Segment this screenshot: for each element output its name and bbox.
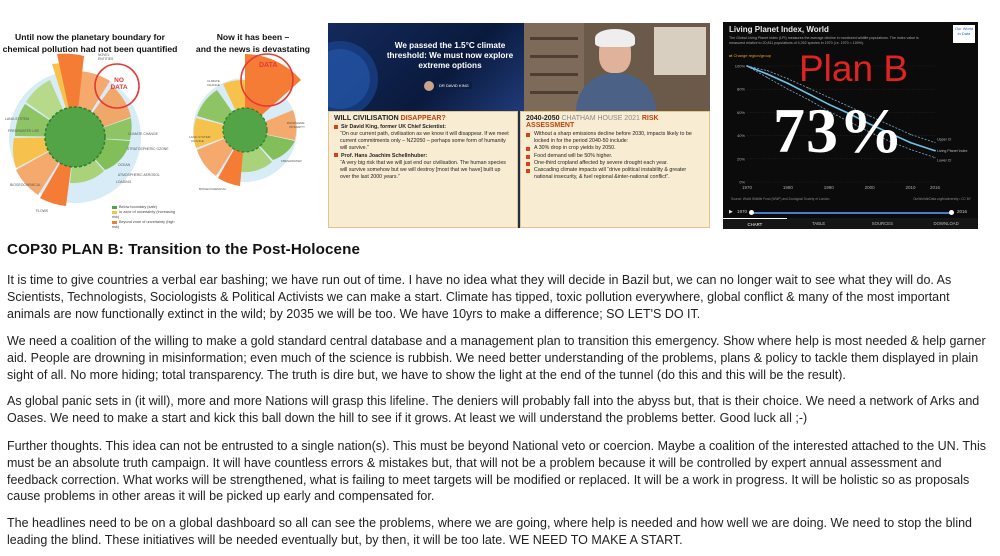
speaker-name-text: Sir David King, former UK Chief Scientist: (341, 124, 447, 130)
civilisation-card (328, 111, 518, 228)
svg-text:BIOGEOCHEMICAL: BIOGEOCHEMICAL (10, 183, 41, 187)
y-tick-label: 60% (736, 109, 745, 115)
no-data-label: NO DATA (110, 77, 128, 91)
tab-chart[interactable]: CHART (723, 218, 787, 229)
svg-text:LOADING: LOADING (116, 180, 132, 184)
boundary-wheel-1 (0, 0, 180, 232)
svg-text:CLIMATE: CLIMATE (207, 79, 220, 83)
x-tick-label: 1980 (782, 185, 793, 190)
slider-start-label: 1970 (737, 209, 748, 214)
legend-label: Beyond zone of uncertainty (high risk) (112, 220, 175, 229)
series-label: Lower CI (937, 158, 952, 163)
data-point (910, 134, 911, 135)
speaker-name-text: Prof. Hans Joachim Schellnhuber: (341, 152, 428, 159)
legend-item (112, 210, 178, 220)
video-title-slide (328, 23, 524, 111)
risk-bullet-list (526, 131, 704, 181)
svg-text:STRATOSPHERIC OZONE: STRATOSPHERIC OZONE (127, 147, 169, 151)
license-text: OurWorldInData.org/biodiversity • CC BY (913, 197, 971, 201)
video-thumbnail[interactable] (328, 23, 710, 228)
svg-text:ATMOSPHERIC AEROSOL: ATMOSPHERIC AEROSOL (118, 173, 160, 177)
svg-text:FLOWS: FLOWS (36, 209, 49, 213)
chart-source (731, 197, 971, 201)
y-tick-label: 40% (736, 133, 745, 139)
article-paragraph: It is time to give countries a verbal ear bashing; we have run out of time. I have no idea what they will decide in Bazil but, we can no longer wait to see what they will do. As Scientists, Technologists, Sociologists & Political Activists we can make a start. Climate has tipped, toxic pollution everywhere, global conflict & many of the most important animals are now functionally extinct in the wild; by 2035 we will be too. We have 10yrs to make a difference; SO LET'S DO IT. (7, 273, 952, 321)
svg-text:BIOGEOCHEMICAL: BIOGEOCHEMICAL (199, 187, 227, 191)
series-label: Living Planet Index (937, 149, 968, 154)
figure2-caption-line1: Now it has been – (216, 32, 290, 42)
figure1-legend (112, 205, 178, 230)
x-tick-label: 1990 (823, 185, 834, 190)
slider-end-label: 2016 (957, 209, 968, 214)
svg-text:NOVEL: NOVEL (98, 53, 110, 57)
list-item: One-third cropland affected by severe drought each year. (526, 160, 704, 167)
data-point (910, 142, 912, 144)
chart-tabs (723, 218, 978, 229)
slider-track[interactable] (751, 212, 951, 214)
svg-text:LAND-SYSTEM: LAND-SYSTEM (189, 135, 211, 139)
owid-logo[interactable]: Our World in Data (953, 25, 975, 43)
figure1-caption-line2: chemical pollution had not been quantified (2, 44, 178, 54)
globe-graphic (328, 23, 388, 111)
video-headline: We passed the 1.5°C climate threshold: We must now explore extreme options (386, 41, 514, 70)
article-paragraph: Further thoughts. This idea can not be entrusted to a single nation(s). This must be beyond National veto or coercion. Maybe a coalition of the interested attached to the UN. This must be an absolute truth campaign. It will have countless errors & mistakes but, that will not be a problem because it will be controlled by expert annual assessment and feedback correction. What works will be strengthened, what is failing to meet targets will be modified or replaced. It will be a work in progress. It will be holistic so as proposals cause problems in other areas it will be picked up early and compensated for. (7, 439, 987, 504)
heading-accent: RISK ASSESSMENT (526, 115, 659, 129)
figure1-caption-line1: Until now the planetary boundary for (15, 32, 165, 42)
risk-assessment-card (520, 111, 710, 228)
legend-item (112, 220, 178, 230)
speaker-name (334, 153, 512, 160)
slider-handle-end[interactable] (949, 210, 954, 215)
data-point (787, 83, 789, 85)
data-point (767, 77, 768, 78)
legend-label: In zone of uncertainty (increasing risk) (112, 210, 175, 219)
planetary-boundary-figure-before (0, 0, 180, 232)
svg-text:CLIMATE CHANGE: CLIMATE CHANGE (128, 132, 158, 136)
image-strip (0, 0, 1000, 236)
data-point (767, 70, 768, 71)
planetary-boundary-figure-after (183, 0, 323, 232)
data-point (935, 157, 936, 158)
svg-text:LAND-SYSTEM: LAND-SYSTEM (5, 117, 30, 121)
y-tick-label: 0% (739, 179, 745, 185)
speaker-avatar (424, 81, 434, 91)
y-tick-label: 80% (736, 86, 745, 92)
heading-accent: DISAPPEAR? (400, 115, 446, 122)
data-point (934, 150, 936, 152)
tab-download[interactable]: DOWNLOAD (933, 221, 959, 226)
article-paragraph: The headlines need to be on a global dashboard so all can see the problems, where we are going, where help is needed and how well we are doing. We need to stop the blind leading the blind. These initiatives will be needed eventually but, by then, it will be too late. WE NEED TO MAKE A START. (7, 516, 972, 547)
chart-subtitle: The Global Living Planet Index (LPI) measures the average decline in monitored wildlife populations. The index value is measured relative to 20,811 populations of 4,392 species in 1970 (i.e. 1970 = 100%). (729, 36, 919, 45)
data-point (935, 142, 936, 143)
y-tick-label: 100% (734, 63, 745, 69)
y-tick-label: 20% (736, 156, 745, 162)
risk-card-heading (526, 115, 704, 129)
speaker-quote: “A very big risk that we will just end our civilisation. The human species will survive somehow but we will destroy [most that we have] built up over the last 2000 years.” (340, 159, 506, 181)
source-text: Source: World Wildlife Fund (WWF) and Zoological Society of London (731, 197, 830, 201)
speaker-hair (595, 29, 635, 47)
speaker-quote: “On our current path, civilisation as we know it will disappear. If we meet current commitments only – NZ2050 – perhaps some form of humanity will survive.” (340, 131, 509, 152)
heading-prefix: WILL CIVILISATION (334, 115, 399, 122)
x-tick-label: 1970 (741, 185, 753, 190)
data-point (787, 78, 788, 79)
article-paragraph: We need a coalition of the willing to make a gold standard central database and a management plan to transition this emergency. Show where help is most needed & help garner aid. People are drowning in misinformation; even much of the science is rubbish. We need better understanding of the problems, plans & policy to tackle them displayed in plain sight of all. No more hiding; total transparency. The truth is dire but, we have to show the light at the end of the tunnel (do this and this will be the result). (7, 334, 986, 382)
x-tick-label: 2016 (929, 185, 941, 190)
figure2-caption-line2: and the news is devastating (195, 44, 311, 54)
boundary-wheel-2 (183, 0, 323, 232)
series-label: Upper CI (937, 137, 952, 142)
tab-table[interactable]: TABLE (811, 221, 826, 226)
chart-title: Living Planet Index, World (729, 25, 829, 34)
heading-source: CHATHAM HOUSE 2021 (561, 115, 640, 122)
data-point (767, 73, 769, 75)
list-item: A 30% drop in crop yields by 2050. (526, 145, 704, 152)
plan-b-overlay: Plan B (799, 48, 909, 89)
data-point (747, 66, 748, 67)
svg-text:FRESHWATER: FRESHWATER (281, 159, 302, 163)
svg-text:CHANGE: CHANGE (207, 83, 220, 87)
play-icon[interactable]: ▶ (729, 209, 733, 215)
speaker-tag: DR DAVID KING (436, 82, 472, 89)
change-region-link[interactable]: ⇄ Change region/group (729, 53, 772, 58)
window (654, 27, 706, 75)
data-label: DATA (259, 62, 278, 69)
data-point (787, 89, 788, 90)
change-region-text: Change region/group (733, 53, 772, 58)
data-point (910, 149, 911, 150)
video-speaker-frame (524, 23, 710, 111)
svg-text:OCEAN: OCEAN (118, 163, 131, 167)
heading-range: 2040-2050 (526, 115, 560, 122)
living-planet-index-chart (723, 22, 978, 229)
bookshelf (524, 23, 584, 111)
svg-text:INTEGRITY: INTEGRITY (289, 125, 306, 129)
svg-text:CHANGE: CHANGE (191, 139, 204, 143)
x-tick-label: 2010 (905, 185, 916, 190)
civilisation-card-heading (334, 115, 512, 122)
speaker-name (334, 124, 512, 131)
svg-text:BIOSPHERE: BIOSPHERE (287, 121, 305, 125)
article-title: COP30 PLAN B: Transition to the Post-Holocene (7, 241, 361, 258)
tab-sources[interactable]: SOURCES (871, 221, 893, 226)
list-item: Without a sharp emissions decline before 2030, impacts likely to be locked in for the period 2040-50 include: (526, 131, 704, 145)
timeline-slider[interactable] (729, 209, 973, 216)
speaker-body (576, 73, 656, 111)
x-tick-label: 2000 (864, 185, 875, 190)
article-paragraph: As global panic sets in (it will), more and more Nations will grasp this lifeline. The deniers will probably fall into the abyss but, that is their choice. We need a network of Arks and Oases. We need to make a start and kick this ball down the hill to see if it grows. At least we will understand the problems better. Good luck all ;-) (7, 394, 980, 425)
svg-text:FRESHWATER USE: FRESHWATER USE (8, 129, 40, 133)
list-item: Cascading climate impacts will “drive political instability & greater national insecurity, & fuel regional &inter-national conflict”. (526, 167, 704, 181)
legend-label: Below boundary (safe) (119, 205, 157, 209)
percent-overlay: 73% (773, 95, 904, 166)
list-item: Food demand will be 50% higher. (526, 153, 704, 160)
slider-handle-start[interactable] (749, 210, 754, 215)
svg-text:ENTITIES: ENTITIES (98, 57, 114, 61)
